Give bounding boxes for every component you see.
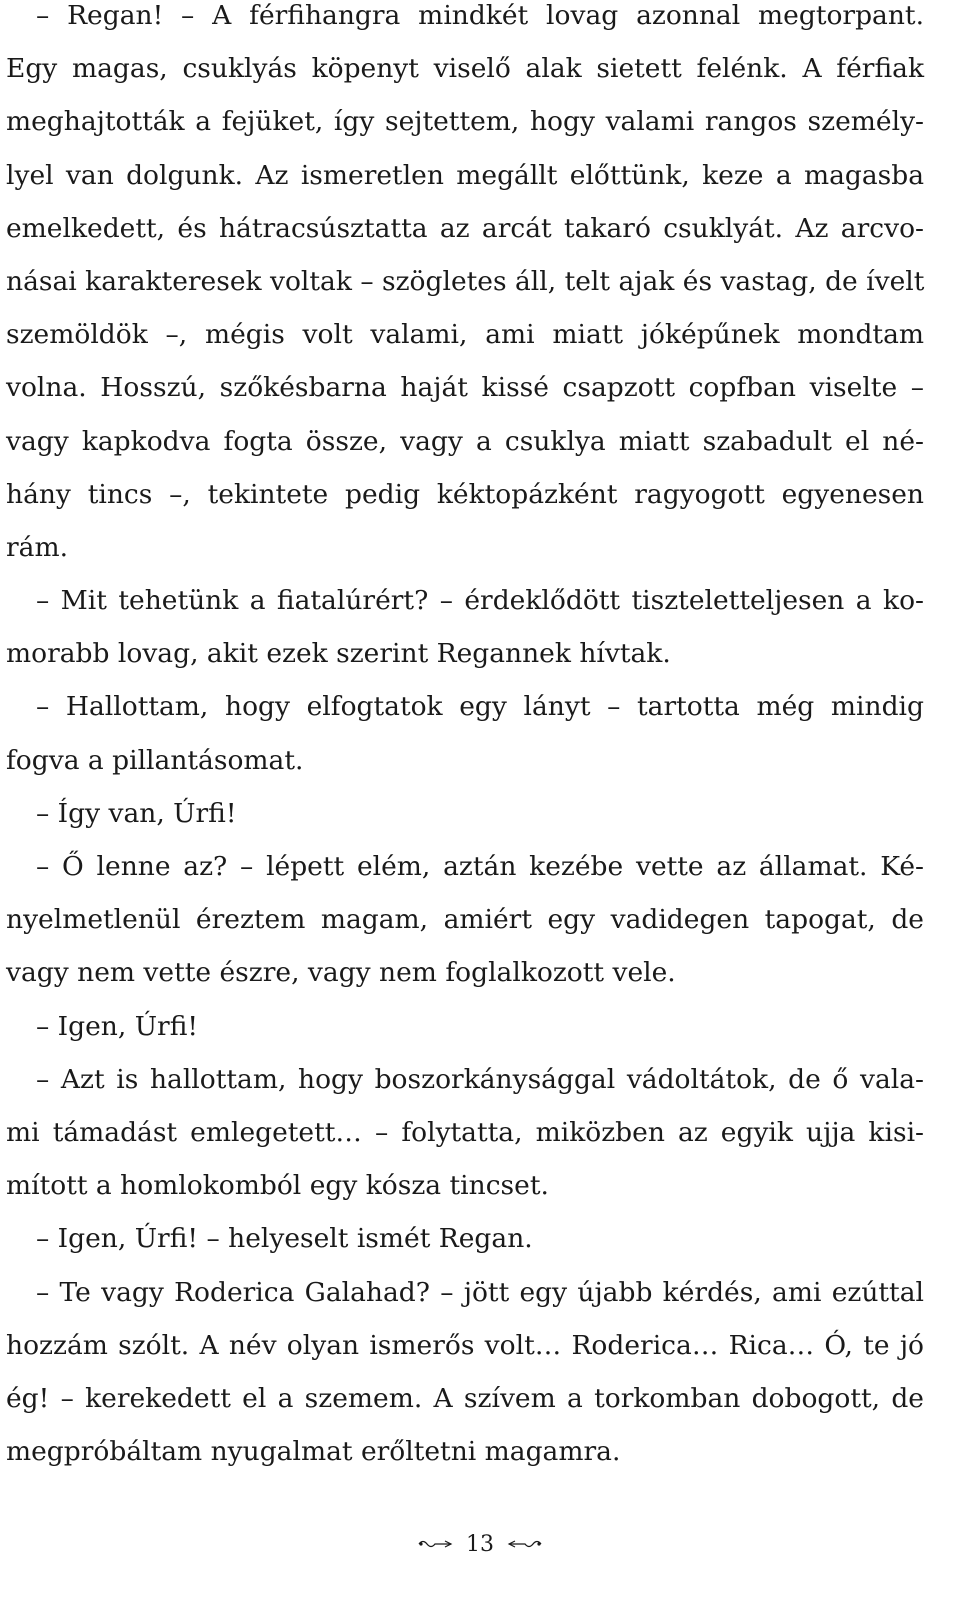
text-line: lyel van dolgunk. Az ismeretlen megállt előttünk, keze a magasba xyxy=(6,159,924,191)
text-line: morabb lovag, akit ezek szerint Regannek hívtak. xyxy=(6,638,671,670)
text-line: Egy magas, csuklyás köpenyt viselő alak sietett felénk. A férfiak xyxy=(6,53,924,85)
text-line: meghajtották a fejüket, így sejtettem, hogy valami rangos személy- xyxy=(6,106,924,138)
text-line: mított a homlokomból egy kósza tincset. xyxy=(6,1170,549,1202)
text-line: hozzám szólt. A név olyan ismerős volt… Roderica… Rica… Ó, te jó xyxy=(6,1329,924,1361)
text-line: mi támadást emlegetett… – folytatta, miközben az egyik ujja kisi- xyxy=(6,1116,924,1148)
text-line: nyelmetlenül éreztem magam, amiért egy vadidegen tapogat, de xyxy=(6,904,924,936)
text-line: – Azt is hallottam, hogy boszorkánysággal vádoltátok, de ő vala- xyxy=(36,1063,924,1095)
text-line: volna. Hosszú, szőkésbarna haját kissé csapzott copfban viselte – xyxy=(6,372,924,404)
text-line: ég! – kerekedett el a szemem. A szívem a torkomban dobogott, de xyxy=(6,1382,924,1414)
text-line: rám. xyxy=(6,531,69,563)
text-line: hány tincs –, tekintete pedig kéktopázként ragyogott egyenesen xyxy=(6,478,924,510)
text-line: násai karakteresek voltak – szögletes áll, telt ajak és vastag, de ívelt xyxy=(6,265,925,297)
body-text xyxy=(6,0,924,1478)
text-line: – Ő lenne az? – lépett elém, aztán kezébe vette az államat. Ké- xyxy=(36,851,924,882)
text-line: – Te vagy Roderica Galahad? – jött egy újabb kérdés, ami ezúttal xyxy=(36,1276,924,1308)
page-number: 13 xyxy=(466,1531,494,1557)
text-line: – Így van, Úrfi! xyxy=(36,797,237,829)
text-line: emelkedett, és hátracsúsztatta az arcát takaró csuklyát. Az arcvo- xyxy=(6,212,924,244)
text-line: – Hallottam, hogy elfogtatok egy lányt – tartotta még mindig xyxy=(36,691,924,723)
text-line: szemöldök –, mégis volt valami, ami miatt jóképűnek mondtam xyxy=(6,319,924,351)
text-line: vagy nem vette észre, vagy nem foglalkozott vele. xyxy=(6,957,676,989)
text-line: – Igen, Úrfi! xyxy=(36,1010,199,1042)
text-line: – Igen, Úrfi! – helyeselt ismét Regan. xyxy=(36,1223,533,1255)
text-line: fogva a pillantásomat. xyxy=(6,744,304,776)
right-flourish-icon xyxy=(507,1538,543,1550)
text-line: – Mit tehetünk a fiatalúrért? – érdeklődött tiszteletteljesen a ko- xyxy=(36,585,924,617)
text-line: – Regan! – A férfihangra mindkét lovag azonnal megtorpant. xyxy=(36,0,924,31)
text-line: megpróbáltam nyugalmat erőltetni magamra. xyxy=(6,1436,621,1468)
page-footer xyxy=(0,1531,960,1557)
text-line: vagy kapkodva fogta össze, vagy a csuklya miatt szabadult el né- xyxy=(6,425,924,457)
left-flourish-icon xyxy=(417,1538,453,1550)
